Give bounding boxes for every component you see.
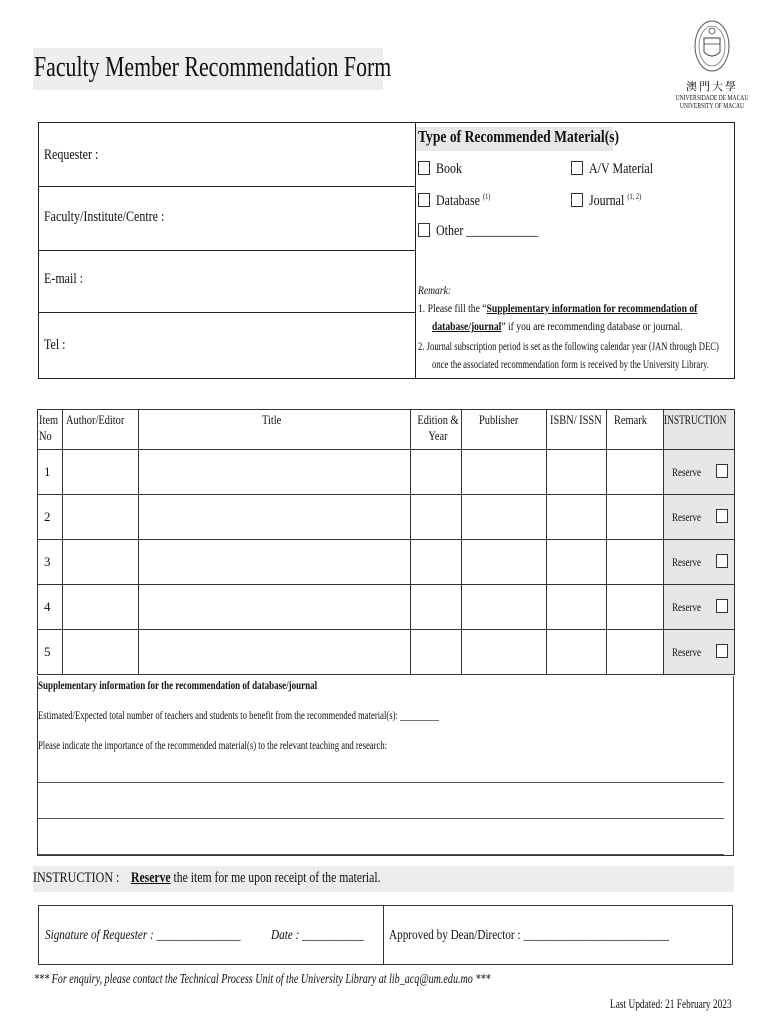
supplementary-section (37, 676, 734, 856)
faculty-row[interactable] (39, 187, 415, 251)
answer-line[interactable] (38, 782, 724, 783)
reserve-cell[interactable] (664, 450, 735, 495)
isbn-cell[interactable] (547, 450, 607, 495)
option-book[interactable]: Book (418, 161, 469, 178)
supplementary-link: Supplementary information for recommendation of (486, 301, 698, 315)
recommendation-table (37, 409, 735, 675)
option-journal[interactable]: Journal $^{(1, 2)}$ (571, 192, 654, 210)
remark-cell[interactable] (607, 540, 664, 585)
table-header-row (38, 410, 735, 450)
faculty-label: Faculty/Institute/Centre : (44, 209, 165, 225)
logo-portuguese-name: UNIVERSIDADE DE MACAU (675, 94, 749, 102)
option-other[interactable]: Other ____________ (418, 223, 564, 240)
header-publisher: Publisher (462, 410, 547, 450)
approval-field[interactable]: Approved by Dean/Director : __________________________ (389, 928, 669, 943)
requester-section (38, 122, 735, 379)
publisher-cell[interactable] (462, 585, 547, 630)
tel-row[interactable] (39, 313, 415, 378)
answer-line[interactable] (38, 854, 724, 855)
edition-cell[interactable] (411, 540, 462, 585)
last-updated: Last Updated: 21 February 2023 (610, 996, 732, 1011)
reserve-label: Reserve (672, 555, 702, 569)
author-cell[interactable] (63, 495, 139, 540)
remark-1-continued: database/journal” if you are recommending database or journal. (432, 319, 683, 333)
reserve-cell[interactable] (664, 630, 735, 675)
title-cell[interactable] (139, 630, 411, 675)
reserve-cell[interactable] (664, 540, 735, 585)
reserve-checkbox[interactable] (716, 464, 728, 478)
edition-cell[interactable] (411, 450, 462, 495)
header-edition: Edition & Year (411, 410, 462, 450)
header-instruction: INSTRUCTION (664, 410, 735, 450)
instruction-bar (33, 866, 734, 892)
email-row[interactable] (39, 251, 415, 313)
publisher-cell[interactable] (462, 540, 547, 585)
title-cell[interactable] (139, 585, 411, 630)
remark-cell[interactable] (607, 450, 664, 495)
logo-chinese-name: 澳門大學 (686, 81, 738, 93)
item-number: 4 (38, 585, 63, 630)
edition-cell[interactable] (411, 630, 462, 675)
isbn-cell[interactable] (547, 495, 607, 540)
author-cell[interactable] (63, 585, 139, 630)
importance-question: Please indicate the importance of the recommended material(s) to the relevant teaching and research: (38, 738, 388, 752)
reserve-label: Reserve (672, 600, 702, 614)
other-checkbox[interactable] (418, 223, 430, 237)
tel-label: Tel : (44, 337, 66, 353)
remark-1: 1. Please fill the “Supplementary information for recommendation of (418, 301, 698, 315)
database-footnote: (1) (482, 192, 491, 201)
signature-section (38, 905, 733, 965)
database-checkbox[interactable] (418, 193, 430, 207)
material-type-panel (416, 123, 734, 378)
material-heading: Type of Recommended Material(s) (418, 127, 620, 146)
supplementary-link-2: database/journal (432, 319, 502, 333)
table-row (38, 495, 735, 540)
author-cell[interactable] (63, 450, 139, 495)
isbn-cell[interactable] (547, 630, 607, 675)
university-crest-icon (692, 18, 732, 74)
publisher-cell[interactable] (462, 495, 547, 540)
journal-footnote: (1, 2) (627, 192, 642, 201)
other-blank[interactable]: ____________ (466, 223, 539, 239)
author-cell[interactable] (63, 630, 139, 675)
header-title: Title (139, 410, 411, 450)
edition-cell[interactable] (411, 585, 462, 630)
journal-checkbox[interactable] (571, 193, 583, 207)
reserve-checkbox[interactable] (716, 509, 728, 523)
table-row (38, 540, 735, 585)
answer-line[interactable] (38, 818, 724, 819)
reserve-checkbox[interactable] (716, 599, 728, 613)
logo-english-name: UNIVERSITY OF MACAU (679, 102, 745, 110)
remark-2-continued: once the associated recommendation form is received by the University Library. (432, 357, 710, 371)
remark-label: Remark: (418, 283, 452, 297)
requester-row[interactable] (39, 123, 415, 187)
enquiry-note: *** For enquiry, please contact the Technical Process Unit of the University Library at lib_acq@um.edu.mo *** (34, 972, 491, 987)
header-remark: Remark (607, 410, 664, 450)
item-number: 3 (38, 540, 63, 585)
table-row (38, 450, 735, 495)
email-label: E-mail : (44, 271, 83, 287)
title-cell[interactable] (139, 540, 411, 585)
isbn-cell[interactable] (547, 540, 607, 585)
university-logo (664, 18, 760, 122)
publisher-cell[interactable] (462, 450, 547, 495)
item-number: 1 (38, 450, 63, 495)
requester-signature-field[interactable]: Signature of Requester : _______________ (45, 928, 241, 943)
table-row (38, 585, 735, 630)
page-title: Faculty Member Recommendation Form (34, 52, 392, 83)
date-field[interactable]: Date : ___________ (271, 928, 364, 943)
header-author: Author/Editor (63, 410, 139, 450)
table-row (38, 630, 735, 675)
header-item-no: Item No (38, 410, 63, 450)
reserve-checkbox[interactable] (716, 644, 728, 658)
title-cell[interactable] (139, 450, 411, 495)
instruction-text: Reserve the item for me upon receipt of the material. (131, 870, 381, 886)
option-av-material[interactable]: A/V Material (571, 161, 669, 178)
title-cell[interactable] (139, 495, 411, 540)
item-number: 2 (38, 495, 63, 540)
book-checkbox[interactable] (418, 161, 430, 175)
reserve-label: Reserve (672, 510, 702, 524)
reserve-cell[interactable] (664, 585, 735, 630)
reserve-label: Reserve (672, 465, 702, 479)
estimated-users-field[interactable]: Estimated/Expected total number of teachers and students to benefit from the recommended material(s): _________ (38, 708, 439, 722)
supplementary-heading: Supplementary information for the recommendation of database/journal (38, 678, 318, 692)
item-number: 5 (38, 630, 63, 675)
remark-2: 2. Journal subscription period is set as the following calendar year (JAN through DEC) (418, 339, 719, 353)
author-cell[interactable] (63, 540, 139, 585)
remark-cell[interactable] (607, 630, 664, 675)
edition-cell[interactable] (411, 495, 462, 540)
requester-label: Requester : (44, 147, 99, 163)
option-database[interactable]: Database $^{(1)}$ (418, 192, 504, 210)
isbn-cell[interactable] (547, 585, 607, 630)
reserve-checkbox[interactable] (716, 554, 728, 568)
remark-cell[interactable] (607, 585, 664, 630)
reserve-label: Reserve (672, 645, 702, 659)
publisher-cell[interactable] (462, 630, 547, 675)
instruction-label: INSTRUCTION : (33, 870, 120, 886)
remark-cell[interactable] (607, 495, 664, 540)
header-isbn: ISBN/ ISSN (547, 410, 607, 450)
reserve-cell[interactable] (664, 495, 735, 540)
av-checkbox[interactable] (571, 161, 583, 175)
signature-divider (383, 906, 384, 964)
